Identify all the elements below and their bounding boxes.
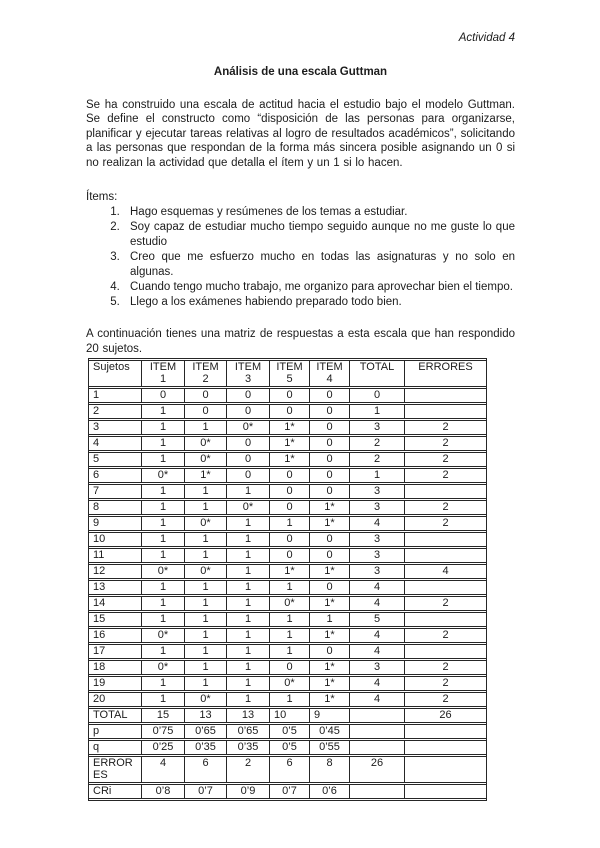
- row-label: 11: [89, 548, 141, 563]
- table-cell: 1: [226, 628, 269, 643]
- table-cell: 0: [269, 548, 309, 563]
- table-cell: 2: [404, 516, 486, 531]
- table-cell: 1: [141, 500, 184, 515]
- table-cell: 8: [309, 756, 349, 783]
- table-cell: 0: [309, 388, 349, 403]
- table-row: [89, 644, 486, 659]
- table-cell: 1*: [309, 692, 349, 707]
- table-cell: 1: [226, 484, 269, 499]
- row-label: 16: [89, 628, 141, 643]
- table-cell: [404, 484, 486, 499]
- table-cell: 1: [226, 644, 269, 659]
- table-cell: 1*: [309, 660, 349, 675]
- table-row: [89, 452, 486, 467]
- table-cell: [404, 532, 486, 547]
- items-label: Ítems:: [86, 191, 118, 204]
- table-cell: 1*: [309, 564, 349, 579]
- row-label: 12: [89, 564, 141, 579]
- responses-table: [88, 358, 487, 801]
- table-cell: 1: [184, 420, 226, 435]
- table-cell: 0: [184, 404, 226, 419]
- table-row: [89, 532, 486, 547]
- intro-paragraph: Se ha construido una escala de actitud hacia el estudio bajo el modelo Guttman. Se define el constructo como “disposición de las personas para organizarse, planificar y ejecutar tareas relativas al logro de resultados académicos”, solicitando a las personas que respondan de la forma más sincera posible asignando un 0 si no realizan la actividad que detalla el ítem y un 1 si lo hacen.: [86, 99, 515, 169]
- table-cell: 15: [141, 708, 184, 723]
- table-cell: 1: [226, 692, 269, 707]
- table-cell: 1: [141, 420, 184, 435]
- table-cell: 0: [309, 644, 349, 659]
- table-cell: 1: [226, 676, 269, 691]
- column-header: ITEM 5: [269, 360, 309, 387]
- table-cell: 1: [226, 580, 269, 595]
- table-cell: 0*: [184, 436, 226, 451]
- table-cell: 1: [269, 628, 309, 643]
- table-cell: 0: [309, 484, 349, 499]
- table-cell: [404, 404, 486, 419]
- table-cell: [404, 784, 486, 799]
- table-cell: 1: [141, 644, 184, 659]
- table-row: [89, 724, 486, 739]
- table-cell: 0: [184, 388, 226, 403]
- table-cell: 1: [226, 516, 269, 531]
- table-cell: 1: [226, 548, 269, 563]
- row-label: 14: [89, 596, 141, 611]
- table-cell: 2: [404, 436, 486, 451]
- table-cell: 0’65: [226, 724, 269, 739]
- table-cell: [349, 724, 404, 739]
- row-label: 1: [89, 388, 141, 403]
- table-cell: 3: [349, 532, 404, 547]
- table-cell: 0: [309, 420, 349, 435]
- row-label: 4: [89, 436, 141, 451]
- items-list: [86, 205, 515, 310]
- table-cell: 3: [349, 420, 404, 435]
- table-cell: 0: [226, 436, 269, 451]
- table-row: [89, 580, 486, 595]
- table-cell: 0*: [141, 628, 184, 643]
- table-cell: 1*: [309, 676, 349, 691]
- table-cell: [404, 612, 486, 627]
- table-cell: 4: [349, 516, 404, 531]
- table-cell: 0: [226, 452, 269, 467]
- table-cell: 2: [404, 676, 486, 691]
- table-cell: [404, 548, 486, 563]
- table-row: [89, 628, 486, 643]
- table-cell: [404, 580, 486, 595]
- table-cell: 1: [226, 564, 269, 579]
- table-cell: 2: [349, 452, 404, 467]
- table-cell: 0’35: [226, 740, 269, 755]
- table-cell: 1: [269, 516, 309, 531]
- table-cell: 1: [141, 484, 184, 499]
- table-row: [89, 404, 486, 419]
- row-label: 8: [89, 500, 141, 515]
- table-cell: 0’7: [184, 784, 226, 799]
- table-cell: 13: [184, 708, 226, 723]
- table-cell: 1: [184, 548, 226, 563]
- table-cell: 6: [184, 756, 226, 783]
- table-cell: 0’9: [226, 784, 269, 799]
- row-label: q: [89, 740, 141, 755]
- row-label: 20: [89, 692, 141, 707]
- row-label: 5: [89, 452, 141, 467]
- column-header: TOTAL: [349, 360, 404, 387]
- table-row: [89, 484, 486, 499]
- table-cell: 0’25: [141, 740, 184, 755]
- table-cell: [404, 756, 486, 783]
- table-cell: [404, 644, 486, 659]
- table-cell: 1: [141, 548, 184, 563]
- column-header: Sujetos: [89, 360, 141, 387]
- table-cell: 2: [404, 660, 486, 675]
- table-row: [89, 676, 486, 691]
- table-row: [89, 784, 486, 799]
- table-cell: 4: [349, 676, 404, 691]
- table-cell: 1: [184, 596, 226, 611]
- table-cell: 1: [184, 532, 226, 547]
- table-cell: 2: [404, 468, 486, 483]
- table-cell: 1: [184, 500, 226, 515]
- table-cell: 2: [349, 436, 404, 451]
- table-cell: 0: [309, 468, 349, 483]
- table-cell: 1: [141, 612, 184, 627]
- table-cell: 1*: [309, 500, 349, 515]
- table-cell: 0: [269, 468, 309, 483]
- row-label: 18: [89, 660, 141, 675]
- table-cell: 1: [184, 660, 226, 675]
- table-cell: [349, 784, 404, 799]
- table-cell: 13: [226, 708, 269, 723]
- matrix-intro-paragraph: A continuación tienes una matriz de respuestas a esta escala que han respondido 20 sujetos.: [86, 328, 515, 355]
- table-row: [89, 500, 486, 515]
- page-title: Análisis de una escala Guttman: [213, 66, 388, 78]
- table-cell: 2: [404, 692, 486, 707]
- table-cell: 3: [349, 500, 404, 515]
- table-cell: 0*: [141, 564, 184, 579]
- table-cell: 1: [141, 692, 184, 707]
- table-cell: 0’7: [269, 784, 309, 799]
- table-cell: 0’45: [309, 724, 349, 739]
- table-row: [89, 692, 486, 707]
- column-header: ITEM 4: [309, 360, 349, 387]
- table-row: [89, 548, 486, 563]
- table-cell: 0: [226, 468, 269, 483]
- table-row: [89, 596, 486, 611]
- table-cell: 1: [184, 612, 226, 627]
- table-cell: 1*: [269, 436, 309, 451]
- table-row: [89, 708, 486, 723]
- table-cell: 26: [404, 708, 486, 723]
- column-header: ITEM 2: [184, 360, 226, 387]
- row-label: ERRORES: [89, 756, 141, 783]
- table-cell: 0’5: [269, 740, 309, 755]
- column-header: ERRORES: [404, 360, 486, 387]
- table-cell: 4: [349, 580, 404, 595]
- table-cell: 1: [141, 676, 184, 691]
- row-label: 10: [89, 532, 141, 547]
- row-label: 3: [89, 420, 141, 435]
- table-cell: 1: [269, 580, 309, 595]
- table-cell: 1: [141, 532, 184, 547]
- table-cell: 0: [309, 436, 349, 451]
- table-cell: 1: [226, 612, 269, 627]
- table-cell: [349, 740, 404, 755]
- table-cell: 1: [226, 532, 269, 547]
- table-cell: 1: [141, 580, 184, 595]
- row-label: 13: [89, 580, 141, 595]
- table-row: [89, 388, 486, 403]
- table-cell: 1: [269, 644, 309, 659]
- row-label: 7: [89, 484, 141, 499]
- table-header-row: [89, 360, 486, 387]
- table-cell: 0’75: [141, 724, 184, 739]
- table-row: [89, 612, 486, 627]
- list-item: 3. Creo que me esfuerzo mucho en todas las asignaturas y no solo en algunas.: [123, 250, 515, 280]
- table-cell: 1: [141, 596, 184, 611]
- table-cell: 26: [349, 756, 404, 783]
- table-cell: 2: [404, 420, 486, 435]
- table-cell: [404, 740, 486, 755]
- table-cell: 4: [349, 692, 404, 707]
- table-cell: 1: [184, 676, 226, 691]
- table-cell: 0*: [141, 468, 184, 483]
- table-cell: 4: [349, 644, 404, 659]
- table-cell: 0*: [226, 420, 269, 435]
- table-cell: 2: [226, 756, 269, 783]
- table-row: [89, 756, 486, 783]
- table-cell: 0’5: [269, 724, 309, 739]
- table-cell: 1: [226, 660, 269, 675]
- table-cell: 0’65: [184, 724, 226, 739]
- table-cell: 1*: [269, 420, 309, 435]
- column-header: ITEM 3: [226, 360, 269, 387]
- table-cell: 0: [309, 532, 349, 547]
- table-cell: 1*: [184, 468, 226, 483]
- table-cell: 0: [226, 404, 269, 419]
- table-cell: 1: [141, 516, 184, 531]
- list-item: 5. Llego a los exámenes habiendo preparado todo bien.: [123, 295, 515, 310]
- table-cell: 0: [269, 484, 309, 499]
- table-cell: 0: [349, 388, 404, 403]
- table-cell: 3: [349, 564, 404, 579]
- table-cell: 3: [349, 548, 404, 563]
- activity-label: Actividad 4: [458, 32, 515, 44]
- list-item: 4. Cuando tengo mucho trabajo, me organizo para aprovechar bien el tiempo.: [123, 280, 515, 295]
- table-cell: 0*: [141, 660, 184, 675]
- table-cell: 3: [349, 484, 404, 499]
- table-cell: 2: [404, 596, 486, 611]
- table-cell: 0: [269, 388, 309, 403]
- table-cell: 1: [141, 436, 184, 451]
- table-cell: 1: [269, 692, 309, 707]
- table-cell: 0*: [184, 516, 226, 531]
- table-cell: 1*: [309, 596, 349, 611]
- table-cell: 0’6: [309, 784, 349, 799]
- table-cell: 0: [309, 452, 349, 467]
- table-cell: 4: [141, 756, 184, 783]
- table-cell: 0’8: [141, 784, 184, 799]
- table-cell: 0: [269, 500, 309, 515]
- table-cell: 0: [309, 404, 349, 419]
- row-label: p: [89, 724, 141, 739]
- row-label: 2: [89, 404, 141, 419]
- table-cell: 1: [309, 612, 349, 627]
- table-cell: 5: [349, 612, 404, 627]
- table-cell: 1: [349, 404, 404, 419]
- row-label: 15: [89, 612, 141, 627]
- table-cell: 1: [226, 596, 269, 611]
- table-cell: 3: [349, 660, 404, 675]
- table-cell: 0: [269, 532, 309, 547]
- table-cell: 2: [404, 452, 486, 467]
- table-cell: 2: [404, 628, 486, 643]
- table-row: [89, 420, 486, 435]
- table-cell: 0’35: [184, 740, 226, 755]
- table-cell: 1: [184, 644, 226, 659]
- table-cell: 1: [349, 468, 404, 483]
- table-cell: 0: [309, 548, 349, 563]
- table-cell: 0: [309, 580, 349, 595]
- table-cell: [404, 724, 486, 739]
- table-cell: 0*: [184, 452, 226, 467]
- row-label: 17: [89, 644, 141, 659]
- row-label: 6: [89, 468, 141, 483]
- row-label: CRi: [89, 784, 141, 799]
- list-item: 2. Soy capaz de estudiar mucho tiempo seguido aunque no me guste lo que estudio: [123, 220, 515, 250]
- table-row: [89, 436, 486, 451]
- table-cell: 0: [269, 404, 309, 419]
- table-cell: 10: [269, 708, 309, 723]
- table-cell: 1: [141, 452, 184, 467]
- table-cell: 2: [404, 500, 486, 515]
- row-label: TOTAL: [89, 708, 141, 723]
- table-cell: 4: [349, 596, 404, 611]
- table-cell: 1: [141, 404, 184, 419]
- table-cell: 0*: [269, 676, 309, 691]
- table-row: [89, 660, 486, 675]
- table-cell: 1*: [269, 564, 309, 579]
- table-cell: 4: [349, 628, 404, 643]
- table-cell: 1*: [269, 452, 309, 467]
- table-cell: 0: [269, 660, 309, 675]
- table-cell: 1: [269, 612, 309, 627]
- table-cell: 0: [226, 388, 269, 403]
- table-cell: 0*: [269, 596, 309, 611]
- table-row: [89, 468, 486, 483]
- table-cell: 9: [309, 708, 349, 723]
- table-row: [89, 564, 486, 579]
- row-label: 19: [89, 676, 141, 691]
- table-row: [89, 740, 486, 755]
- table-cell: 1: [184, 628, 226, 643]
- table-cell: 0: [141, 388, 184, 403]
- table-cell: 0*: [184, 564, 226, 579]
- table-cell: 1: [184, 580, 226, 595]
- table-cell: [349, 708, 404, 723]
- table-cell: 1*: [309, 628, 349, 643]
- table-cell: 1*: [309, 516, 349, 531]
- list-item: 1. Hago esquemas y resúmenes de los temas a estudiar.: [123, 205, 515, 220]
- table-cell: 0*: [226, 500, 269, 515]
- table-body: [89, 360, 486, 799]
- column-header: ITEM 1: [141, 360, 184, 387]
- table-cell: 6: [269, 756, 309, 783]
- table-cell: [404, 388, 486, 403]
- table-cell: 0’55: [309, 740, 349, 755]
- table-cell: 0*: [184, 692, 226, 707]
- row-label: 9: [89, 516, 141, 531]
- table-row: [89, 516, 486, 531]
- table-cell: 4: [404, 564, 486, 579]
- table-cell: 1: [184, 484, 226, 499]
